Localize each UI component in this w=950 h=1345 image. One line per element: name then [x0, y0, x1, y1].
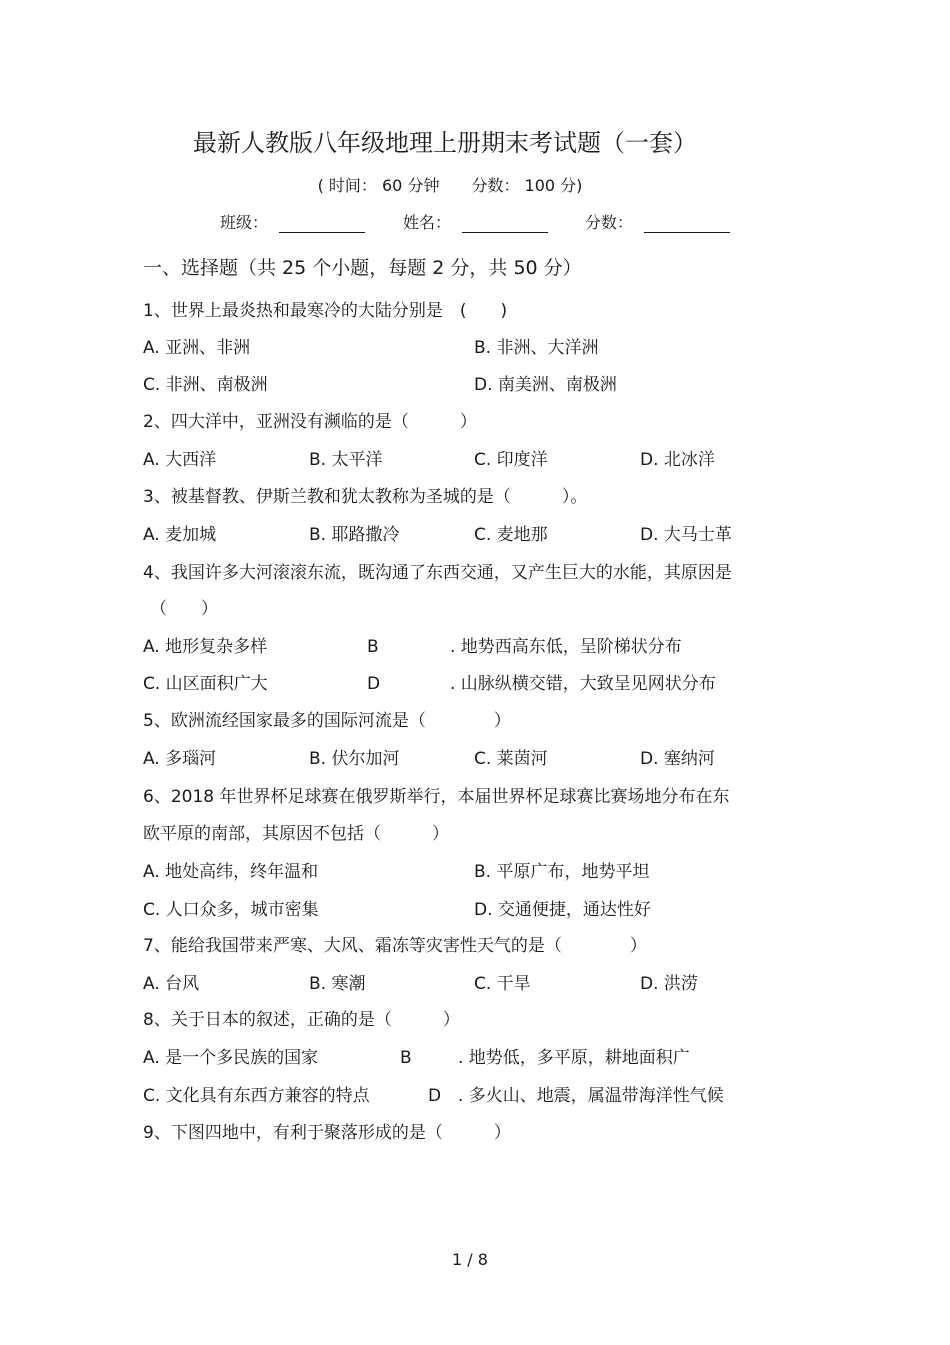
option: C. 文化具有东西方兼容的特点 — [143, 1086, 370, 1106]
question-stem: 8、关于日本的叙述，正确的是（ ） — [143, 1010, 460, 1030]
option: A. 是一个多民族的国家 — [143, 1048, 319, 1068]
score-blank — [644, 214, 730, 233]
option: A. 亚洲、非洲 — [143, 338, 251, 358]
option: D. 北冰洋 — [640, 450, 715, 470]
option: B. 伏尔加河 — [309, 749, 400, 769]
question-stem: 5、欧洲流经国家最多的国际河流是（ ） — [143, 711, 511, 731]
option-letter: B — [367, 637, 379, 657]
question-stem: 4、我国许多大河滚滚东流，既沟通了东西交通，又产生巨大的水能，其原因是 — [143, 563, 732, 583]
class-field — [220, 213, 365, 233]
option: . 地势西高东低，呈阶梯状分布 — [450, 637, 682, 657]
class-blank — [279, 214, 365, 233]
option-letter: B — [400, 1048, 412, 1068]
question-stem: 3、被基督教、伊斯兰教和犹太教称为圣城的是（ ）。 — [143, 487, 588, 507]
option: D. 南美洲、南极洲 — [474, 375, 617, 395]
option: B. 耶路撒冷 — [309, 525, 400, 545]
option: C. 莱茵河 — [474, 749, 548, 769]
option: C. 麦地那 — [474, 525, 548, 545]
option: B. 非洲、大洋洲 — [474, 338, 599, 358]
question-stem-continued: （ ） — [150, 599, 218, 619]
option: . 多火山、地震，属温带海洋性气候 — [458, 1086, 724, 1106]
class-label: 班级： — [220, 213, 269, 232]
option: . 地势低，多平原，耕地面积广 — [458, 1048, 690, 1068]
section-heading: 一、选择题（共 25 个小题，每题 2 分，共 50 分） — [143, 257, 582, 279]
option: B. 平原广布，地势平坦 — [474, 862, 650, 882]
option: D. 塞纳河 — [640, 749, 715, 769]
question-stem: 2、四大洋中，亚洲没有濒临的是（ ） — [143, 412, 477, 432]
option: C. 人口众多，城市密集 — [143, 900, 319, 920]
option: A. 大西洋 — [143, 450, 217, 470]
page-number: 1 / 8 — [452, 1250, 488, 1269]
option: B. 寒潮 — [309, 974, 366, 994]
option: B. 太平洋 — [309, 450, 383, 470]
score-field — [585, 213, 730, 233]
option: . 山脉纵横交错，大致呈见网状分布 — [450, 674, 716, 694]
option: A. 地形复杂多样 — [143, 637, 268, 657]
question-stem: 6、2018 年世界杯足球赛在俄罗斯举行，本届世界杯足球赛比赛场地分布在东 — [143, 787, 730, 807]
exam-meta: ( 时间： 60 分钟 分数： 100 分) — [317, 176, 583, 195]
option: A. 多瑙河 — [143, 749, 217, 769]
name-label: 姓名： — [403, 213, 452, 232]
option: D. 大马士革 — [640, 525, 732, 545]
option: C. 非洲、南极洲 — [143, 375, 268, 395]
option-letter: D — [367, 674, 381, 694]
question-stem: 1、世界上最炎热和最寒冷的大陆分别是 ( ) — [143, 301, 508, 321]
name-field — [403, 213, 548, 233]
option: A. 麦加城 — [143, 525, 217, 545]
name-blank — [462, 214, 548, 233]
option: C. 山区面积广大 — [143, 674, 268, 694]
option: C. 印度洋 — [474, 450, 548, 470]
question-stem-continued: 欧平原的南部，其原因不包括（ ） — [143, 824, 449, 844]
option: A. 台风 — [143, 974, 200, 994]
option: D. 交通便捷，通达性好 — [474, 900, 651, 920]
question-stem: 7、能给我国带来严寒、大风、霜冻等灾害性天气的是（ ） — [143, 936, 647, 956]
page-title: 最新人教版八年级地理上册期末考试题（一套） — [193, 129, 697, 157]
option: A. 地处高纬，终年温和 — [143, 862, 319, 882]
score-label: 分数： — [585, 213, 634, 232]
option: D. 洪涝 — [640, 974, 698, 994]
option-letter: D — [428, 1086, 442, 1106]
question-stem: 9、下图四地中，有利于聚落形成的是（ ） — [143, 1123, 511, 1143]
option: C. 干旱 — [474, 974, 531, 994]
